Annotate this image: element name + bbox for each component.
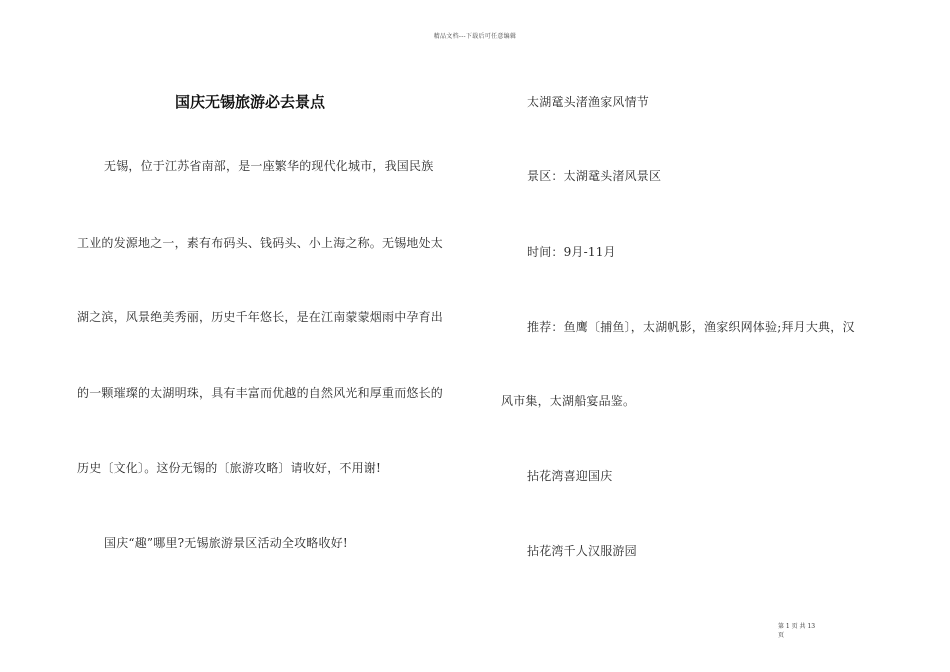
page-number-line-1: 第 1 页 共 13 (778, 623, 816, 630)
document-title: 国庆无锡旅游必去景点 (175, 93, 326, 111)
page-footer (778, 622, 815, 640)
right-line-3: 时间：9月-11月 (527, 245, 616, 259)
right-line-6: 拈花湾喜迎国庆 (527, 469, 613, 483)
left-paragraph-line-2: 工业的发源地之一，素有布码头、钱码头、小上海之称。无锡地处太 (77, 236, 444, 250)
right-line-2: 景区：太湖鼋头渚风景区 (527, 169, 662, 183)
left-subheading: 国庆“趣”哪里?无锡旅游景区活动全攻略收好! (104, 536, 348, 550)
right-line-7: 拈花湾千人汉服游园 (527, 544, 637, 558)
left-paragraph-line-5: 历史〔文化〕。这份无锡的〔旅游攻略〕请收好，不用谢! (77, 461, 382, 475)
left-paragraph-line-3: 湖之滨，风景绝美秀丽，历史千年悠长，是在江南蒙蒙烟雨中孕育出 (77, 310, 444, 324)
page-number-line-2: 页 (778, 632, 785, 639)
right-line-5: 风市集，太湖船宴品鉴。 (501, 394, 636, 408)
right-line-1: 太湖鼋头渚渔家风情节 (527, 95, 650, 109)
right-line-4: 推荐：鱼鹰〔捕鱼〕，太湖帆影，渔家织网体验;拜月大典，汉 (527, 320, 855, 334)
header-note: 精品文档---下载后可任意编辑 (433, 33, 517, 40)
left-paragraph-line-4: 的一颗璀璨的太湖明珠，具有丰富而优越的自然风光和厚重而悠长的 (77, 386, 444, 400)
left-paragraph-line-1: 无锡，位于江苏省南部，是一座繁华的现代化城市，我国民族 (104, 159, 434, 173)
